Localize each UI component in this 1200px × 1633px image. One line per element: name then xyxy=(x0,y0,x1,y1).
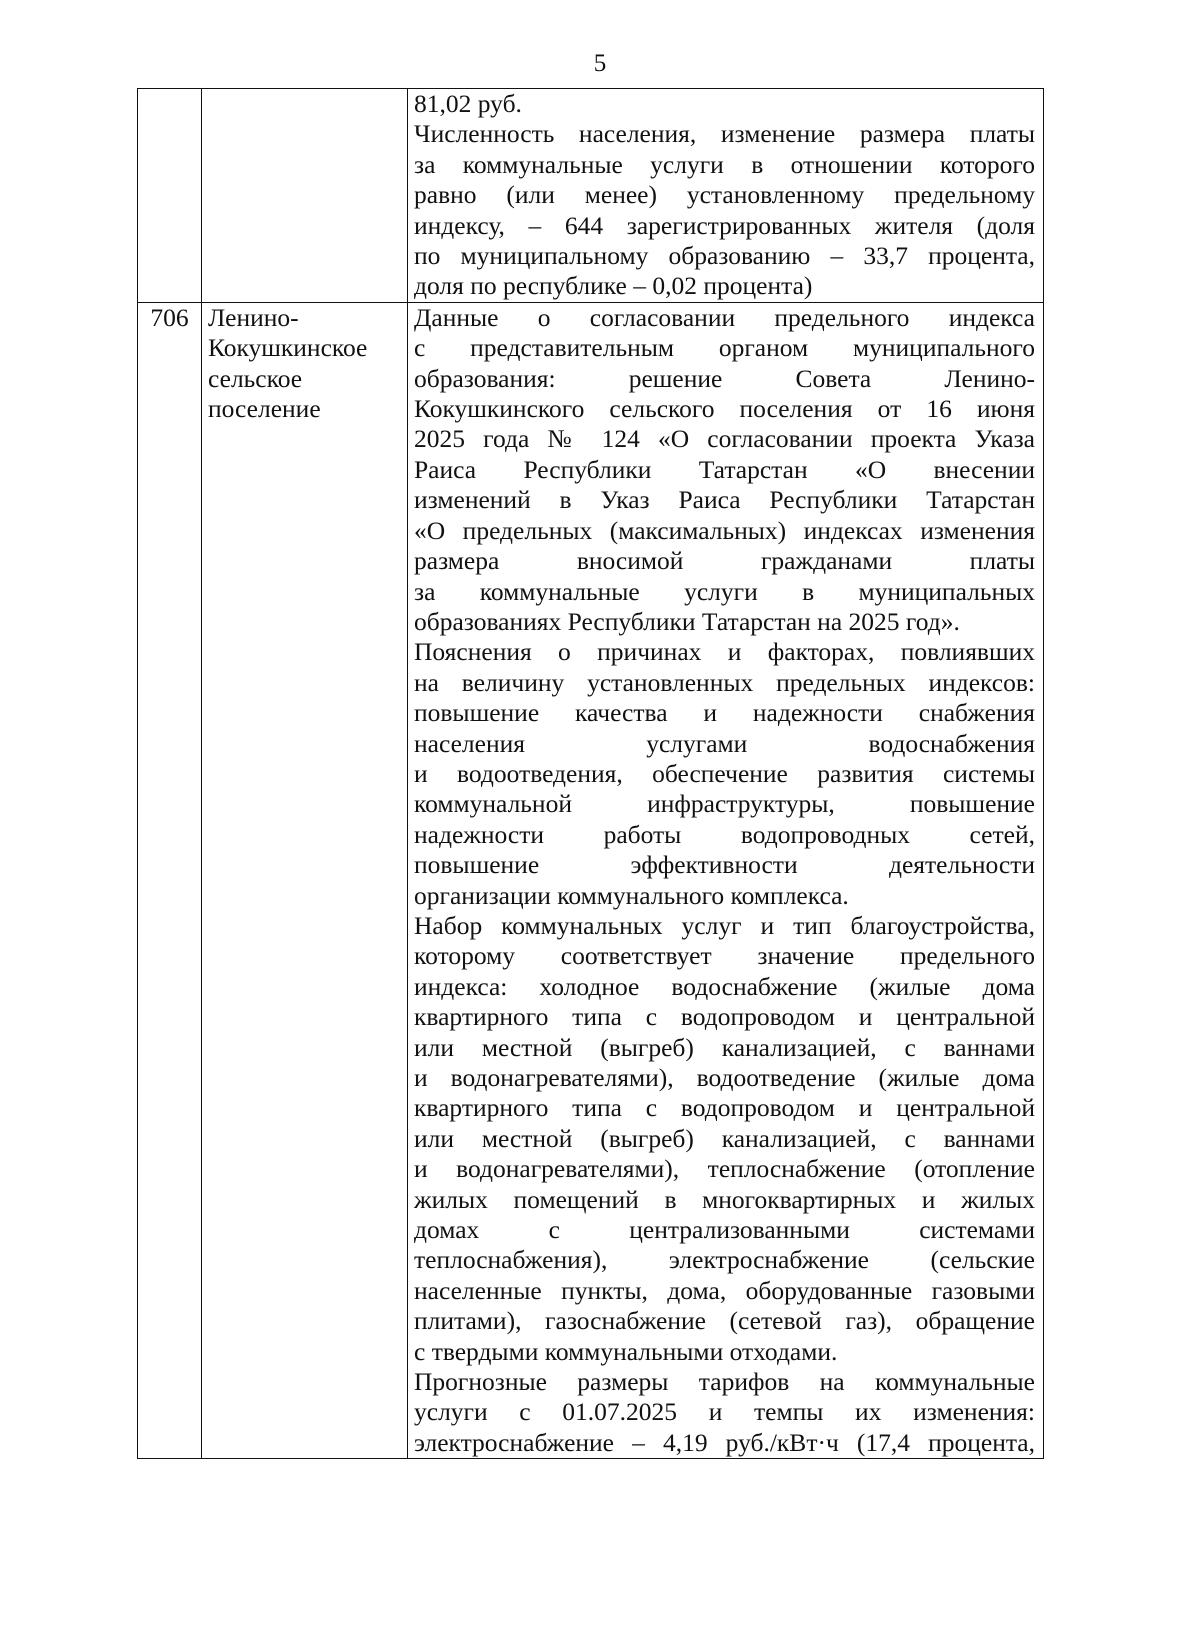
paragraph-line: образованиях Республики Татарстан на 2025 год». xyxy=(414,606,960,636)
paragraph-line: теплоснабжения), электроснабжение (сельские xyxy=(414,1245,1035,1275)
paragraph-line: квартирного типа с водопроводом и центральной xyxy=(414,1002,1035,1032)
page-number: 5 xyxy=(593,50,607,77)
municipality-name-line: поселение xyxy=(208,394,321,424)
paragraph-line: по муниципальному образованию – 33,7 процента, xyxy=(414,241,1035,271)
paragraph-line: или местной (выгреб) канализацией, с ваннами xyxy=(414,1123,1035,1153)
paragraph-line: повышение эффективности деятельности xyxy=(414,850,1035,880)
municipality-name-line: сельское xyxy=(208,363,303,393)
paragraph-line: с представительным органом муниципального xyxy=(414,333,1035,363)
paragraph-line: Прогнозные размеры тарифов на коммунальные xyxy=(414,1367,1035,1397)
paragraph-line: доля по республике – 0,02 процента) xyxy=(414,271,813,301)
paragraph-line: Кокушкинского сельского поселения от 16 июня xyxy=(414,394,1035,424)
row-number: 706 xyxy=(150,302,189,332)
paragraph-line: индекса: холодное водоснабжение (жилые дома xyxy=(414,971,1035,1001)
paragraph-line: и водонагревателями), водоотведение (жилые дома xyxy=(414,1063,1035,1092)
paragraph-line: коммунальной инфраструктуры, повышение xyxy=(414,789,1035,819)
paragraph-line: услуги с 01.07.2025 и темпы их изменения: xyxy=(414,1397,1035,1427)
paragraph-line: за коммунальные услуги в муниципальных xyxy=(414,576,1035,606)
paragraph-line: «О предельных (максимальных) индексах изменения xyxy=(414,515,1035,545)
paragraph-line: жилых помещений в многоквартирных и жилых xyxy=(414,1184,1035,1214)
table-row xyxy=(138,89,1044,303)
paragraph-line: квартирного типа с водопроводом и центральной xyxy=(414,1093,1035,1123)
paragraph-line: Набор коммунальных услуг и тип благоустройства, xyxy=(414,910,1035,940)
paragraph-line: на величину установленных предельных индексов: xyxy=(414,667,1035,697)
paragraph-line: населения услугами водоснабжения xyxy=(414,728,1035,758)
paragraph-line: индексу, – 644 зарегистрированных жителя (доля xyxy=(414,210,1035,240)
paragraph-line: Численность населения, изменение размера платы xyxy=(414,119,1035,149)
paragraph-line: населенные пункты, дома, оборудованные газовыми xyxy=(414,1275,1035,1305)
table-row xyxy=(138,302,1044,1458)
paragraph-line: электроснабжение – 4,19 руб./кВт·ч (17,4 процента, xyxy=(414,1427,1035,1457)
paragraph-line: Данные о согласовании предельного индекса xyxy=(414,302,1035,332)
paragraph-line: надежности работы водопроводных сетей, xyxy=(414,819,1035,849)
paragraph-line: 81,02 руб. xyxy=(414,89,522,118)
paragraph-line: и водонагревателями), теплоснабжение (отопление xyxy=(414,1154,1035,1184)
paragraph-line: за коммунальные услуги в отношении которого xyxy=(414,149,1035,179)
municipality-name-line: Кокушкинское xyxy=(208,333,368,363)
municipality-name-cell xyxy=(202,302,408,1458)
paragraph-line: плитами), газоснабжение (сетевой газ), обращение xyxy=(414,1306,1035,1336)
paragraph-line: которому соответствует значение предельного xyxy=(414,941,1035,971)
municipality-name-cell xyxy=(202,89,408,303)
paragraph-line: 2025 года № 124 «О согласовании проекта Указа xyxy=(414,424,1035,454)
paragraph-line: равно (или менее) установленному предельному xyxy=(414,180,1035,210)
document-table xyxy=(137,88,1044,1459)
paragraph-line: домах с централизованными системами xyxy=(414,1215,1035,1245)
paragraph-line: образования: решение Совета Ленино- xyxy=(414,363,1035,393)
description-cell xyxy=(408,302,1044,1458)
description-cell xyxy=(408,89,1044,303)
row-number-cell xyxy=(138,302,202,1458)
paragraph-line: Раиса Республики Татарстан «О внесении xyxy=(414,454,1035,484)
paragraph-line: с твердыми коммунальными отходами. xyxy=(414,1336,838,1366)
municipality-name-line: Ленино- xyxy=(208,302,299,332)
paragraph-line: изменений в Указ Раиса Республики Татарстан xyxy=(414,485,1035,515)
paragraph-line: организации коммунального комплекса. xyxy=(414,880,849,910)
paragraph-line: Пояснения о причинах и факторах, повлиявших xyxy=(414,637,1035,667)
paragraph-line: и водоотведения, обеспечение развития системы xyxy=(414,758,1035,788)
paragraph-line: размера вносимой гражданами платы xyxy=(414,546,1035,576)
row-number-cell xyxy=(138,89,202,303)
paragraph-line: или местной (выгреб) канализацией, с ваннами xyxy=(414,1032,1035,1062)
paragraph-line: повышение качества и надежности снабжения xyxy=(414,698,1035,728)
